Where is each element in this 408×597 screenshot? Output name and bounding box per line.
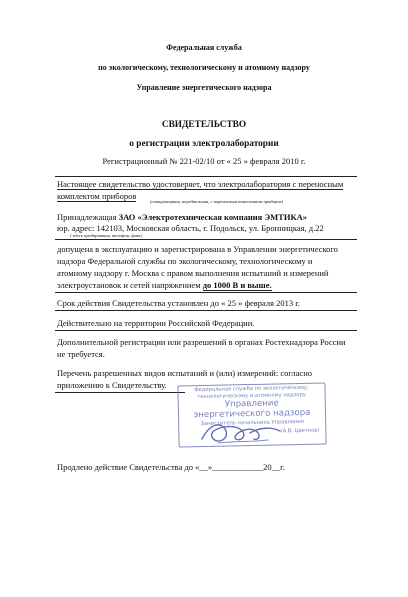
owner-hint: ( здесь предприятия, телефон, факс): [70, 233, 143, 238]
admit-line-2: надзора Федеральной службы по экологическому, технологическому и: [57, 256, 313, 266]
extra-line-1: Дополнительной регистрации или разрешений в органах Ростехнадзора России: [57, 337, 346, 347]
header-agency: Федеральная служба: [166, 43, 242, 52]
stamp-line-4: энергетического надзора: [193, 408, 311, 421]
stamp-line-5: Заместитель начальника Управления: [200, 418, 304, 427]
validity-divider: [55, 310, 357, 311]
stamp-signer: (А.В. Цветков): [280, 427, 320, 435]
certify-hint: (стационарная, передвижная, с переносным комплектом приборов): [150, 199, 284, 204]
stamp-line-3: Управление: [224, 398, 279, 410]
territory-divider: [55, 330, 357, 331]
certify-line-2: комплектом приборов: [57, 191, 137, 201]
admit-divider: [55, 292, 357, 293]
header-agency-scope: по экологическому, технологическому и атомному надзору: [98, 63, 310, 72]
certify-line-1: Настоящее свидетельство удостоверяет, что электролаборатория с переносным: [57, 179, 344, 189]
extra-line-2: не требуется.: [57, 349, 105, 359]
owner-divider: [55, 239, 357, 240]
page-title: СВИДЕТЕЛЬСТВО: [161, 120, 247, 130]
registration-number: Регистрационный № 221-02/10 от « 25 » февраля 2010 г.: [102, 156, 306, 166]
top-divider: [55, 176, 357, 177]
admit-line-4: электроустановок и сетей напряжением до 1000 В и выше.: [57, 280, 272, 290]
owner-line: Принадлежащая ЗАО «Электротехническая компания ЭМТИКА»: [57, 212, 307, 222]
list-divider: [55, 392, 185, 393]
header-department: Управление энергетического надзора: [136, 83, 272, 92]
admit-line-3: атомному надзору г. Москва с правом выполнения испытаний и измерений: [57, 268, 329, 278]
validity-line: Срок действия Свидетельства установлен до « 25 » февраля 2013 г.: [57, 298, 300, 308]
territory-line: Действительно на территории Российской Федерации.: [57, 318, 255, 328]
owner-address: юр. адрес: 142103, Московская область, г. Подольск, ул. Бронницкая, д.22: [57, 223, 324, 233]
extension-line: Продлено действие Свидетельства до «__»____________20__г.: [57, 462, 285, 472]
stamp-line-1: Федеральная служба по экологическому,: [194, 384, 309, 394]
stamp-line-2: технологическому и атомному надзору: [197, 391, 306, 401]
list-line-2: приложению к Свидетельству.: [57, 380, 167, 390]
admit-line-1: допущена в эксплуатацию и зарегистрирована в Управлении энергетического: [57, 244, 338, 254]
list-line-1: Перечень разрешенных видов испытаний и (или) измерений: согласно: [57, 368, 312, 378]
page-subtitle: о регистрации электролаборатории: [129, 139, 279, 149]
signature-icon: [196, 415, 286, 451]
